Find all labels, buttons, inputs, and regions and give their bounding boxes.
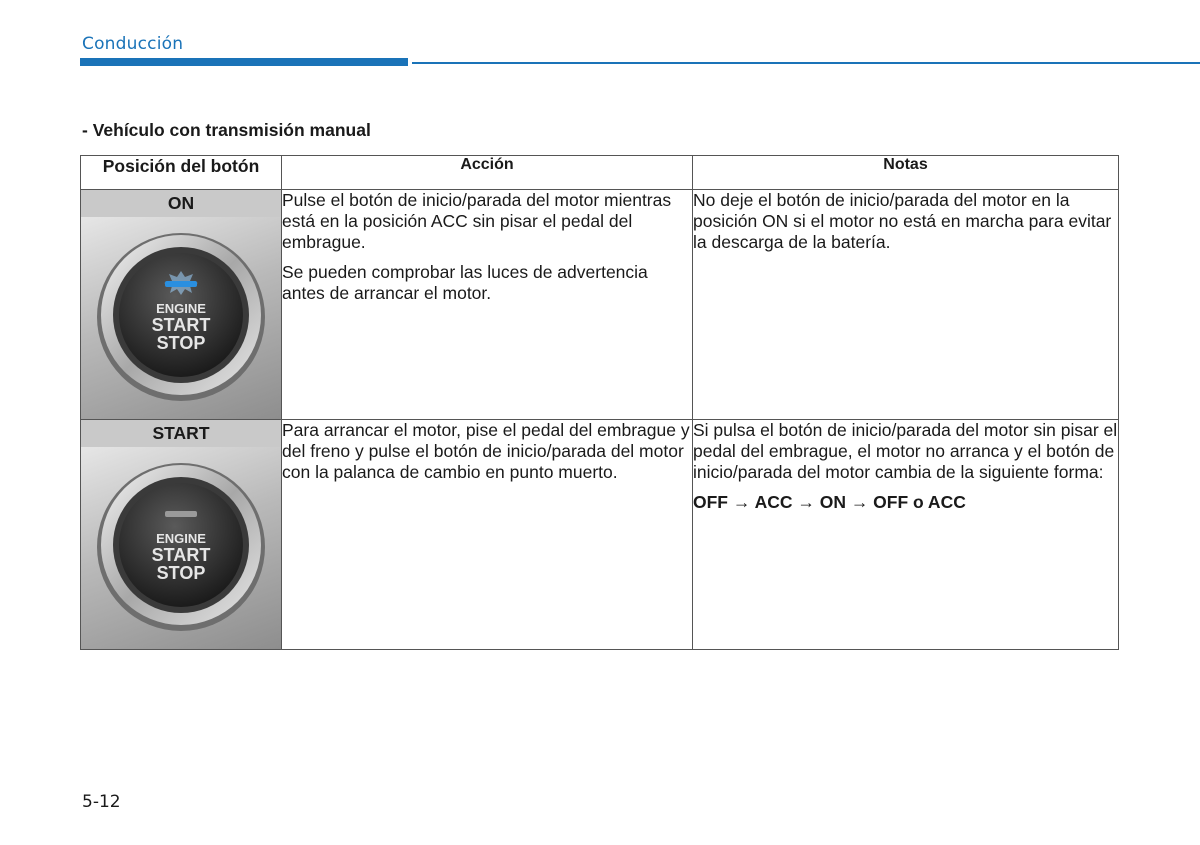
notes-cell xyxy=(693,190,1119,420)
button-text-stop: STOP xyxy=(156,333,206,353)
indicator-light xyxy=(165,281,197,287)
action-cell xyxy=(282,420,693,650)
engine-start-stop-button-illustration xyxy=(81,447,281,649)
notes-paragraph: Si pulsa el botón de inicio/parada del motor sin pisar el pedal del embrague, el motor no arranca y el botón de inicio/parada del motor cambia de la siguiente forma: xyxy=(693,420,1118,482)
button-text-engine: ENGINE xyxy=(156,531,206,546)
section-title: Conducción xyxy=(82,34,184,54)
table-header-row xyxy=(81,156,1119,190)
button-position-table xyxy=(80,155,1119,650)
position-cell xyxy=(81,420,282,650)
button-text-stop: STOP xyxy=(156,563,206,583)
subheading: - Vehículo con transmisión manual xyxy=(82,120,371,140)
column-header-notes: Notas xyxy=(693,156,1119,190)
button-text-start: START xyxy=(151,545,211,565)
notes-cell xyxy=(693,420,1119,650)
notes-paragraph: No deje el botón de inicio/parada del motor en la posición ON si el motor no está en marcha para evitar la descarga de la batería. xyxy=(693,190,1112,252)
action-cell xyxy=(282,190,693,420)
table-row xyxy=(81,420,1119,650)
table-row xyxy=(81,190,1119,420)
action-paragraph: Se pueden comprobar las luces de advertencia antes de arrancar el motor. xyxy=(282,262,648,303)
button-text-engine: ENGINE xyxy=(156,301,206,316)
button-text-start: START xyxy=(151,315,211,335)
column-header-position: Posición del botón xyxy=(81,156,282,190)
action-paragraph: Pulse el botón de inicio/parada del motor mientras está en la posición ACC sin pisar el pedal del embrague. xyxy=(282,190,672,252)
notes-sequence: OFF → ACC → ON → OFF o ACC xyxy=(693,492,966,512)
engine-start-stop-button-illustration xyxy=(81,217,281,419)
page-number: 5-12 xyxy=(82,792,121,812)
position-cell xyxy=(81,190,282,420)
column-header-action: Acción xyxy=(282,156,693,190)
header-rule-thick xyxy=(80,58,408,66)
indicator-light xyxy=(165,511,197,517)
position-label: ON xyxy=(81,190,281,217)
position-label: START xyxy=(81,420,281,447)
action-paragraph: Para arrancar el motor, pise el pedal del embrague y del freno y pulse el botón de inicio/parada del motor con la palanca de cambio en punto muerto. xyxy=(282,420,690,482)
header-rule-thin xyxy=(412,62,1200,64)
